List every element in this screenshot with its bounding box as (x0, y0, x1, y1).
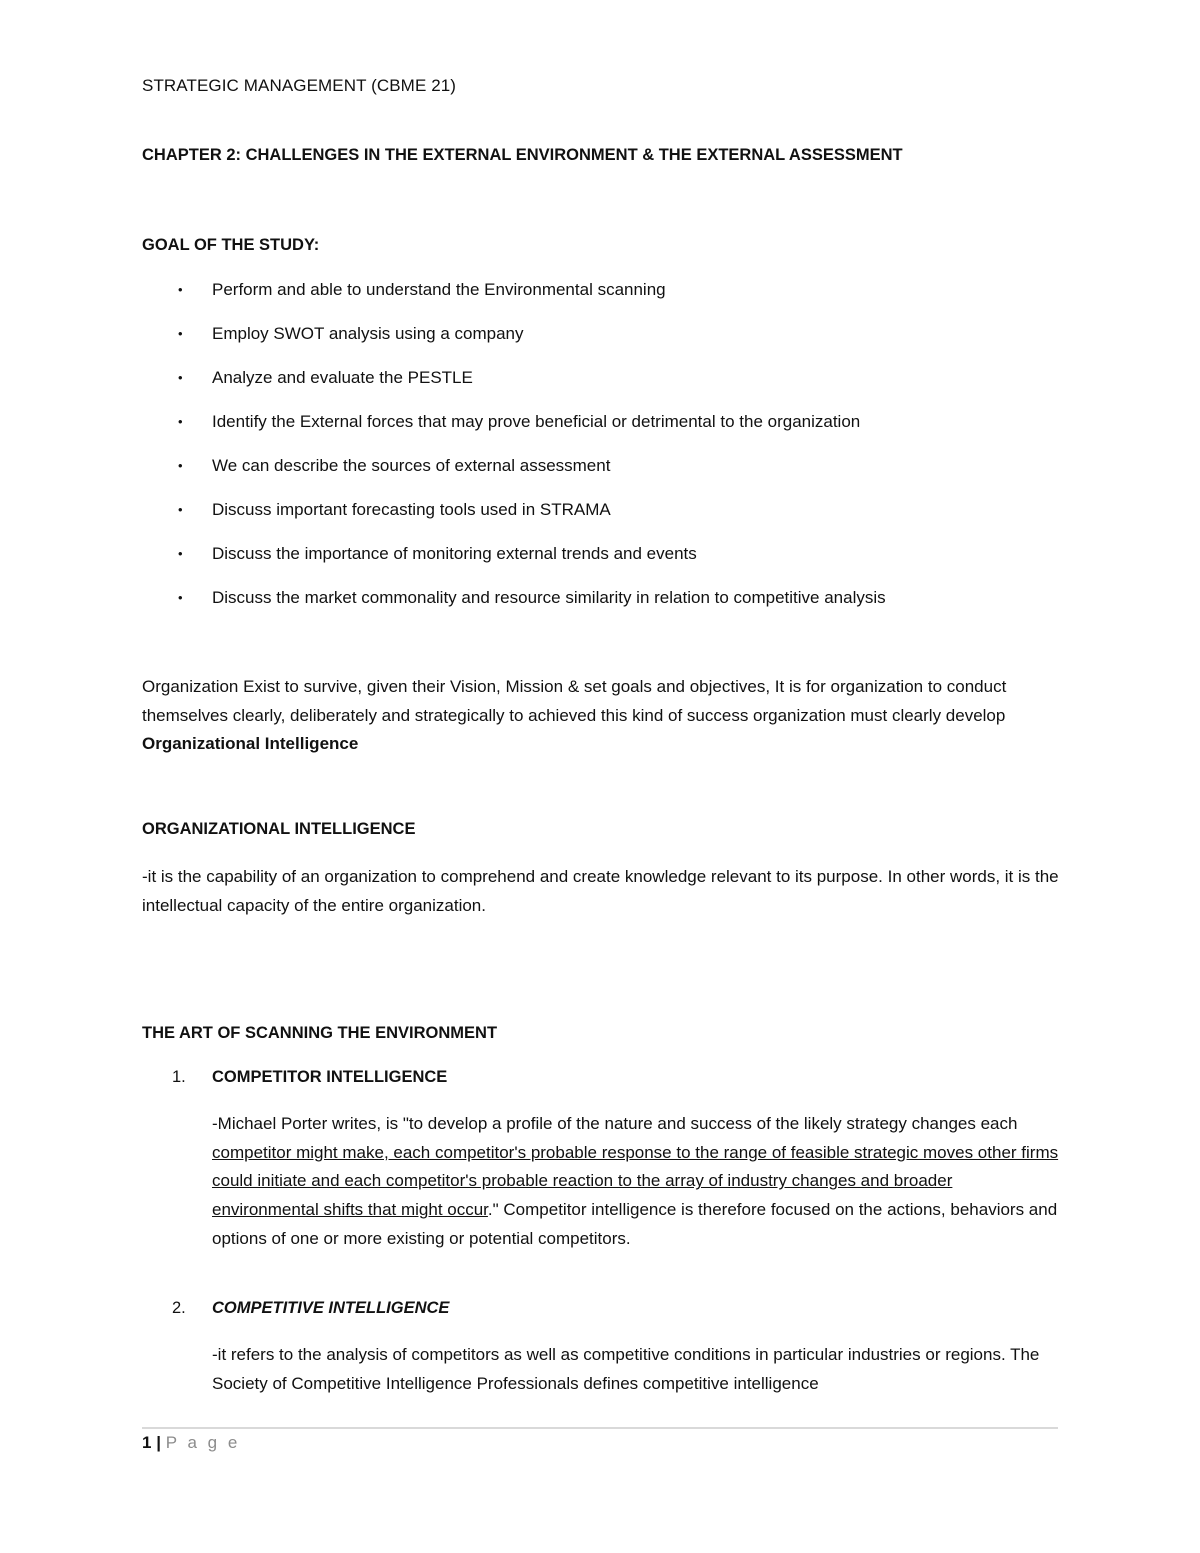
chapter-title: CHAPTER 2: CHALLENGES IN THE EXTERNAL ENVIRONMENT & THE EXTERNAL ASSESSMENT (142, 146, 903, 164)
bullet-icon: • (178, 502, 183, 517)
bullet-icon: • (178, 282, 183, 297)
list-item: • Analyze and evaluate the PESTLE (178, 368, 473, 387)
document-header: STRATEGIC MANAGEMENT (CBME 21) (142, 76, 457, 95)
goal-list (142, 279, 1092, 631)
intro-paragraph: Organization Exist to survive, given their Vision, Mission & set goals and objectives, It is for organization to conduct themselves clearly, deliberately and strategically to achieved this kind of success organization must clearly develop Organizational Intelligence (142, 677, 1007, 753)
goal-heading: GOAL OF THE STUDY: (142, 236, 320, 254)
bullet-icon: • (178, 590, 183, 605)
list-item: • Discuss the importance of monitoring external trends and events (178, 544, 697, 563)
item-number: 2. (172, 1299, 186, 1317)
list-item: • Discuss the market commonality and resource similarity in relation to competitive analysis (178, 588, 886, 607)
page-footer (142, 1433, 240, 1453)
intro-bold-term: Organizational Intelligence (142, 734, 359, 753)
art-heading: THE ART OF SCANNING THE ENVIRONMENT (142, 1024, 498, 1042)
competitive-intel-title: COMPETITIVE INTELLIGENCE (212, 1299, 450, 1317)
list-item: • We can describe the sources of external assessment (178, 456, 611, 475)
footer-separator: | (156, 1433, 161, 1452)
bullet-icon: • (178, 370, 183, 385)
bullet-icon: • (178, 458, 183, 473)
list-item: • Employ SWOT analysis using a company (178, 324, 524, 343)
competitor-intel-title: COMPETITOR INTELLIGENCE (212, 1068, 448, 1086)
page-number: 1 (142, 1433, 152, 1452)
footer-divider (142, 1427, 1058, 1429)
item-number: 1. (172, 1068, 186, 1086)
list-item: • Identify the External forces that may prove beneficial or detrimental to the organization (178, 412, 861, 431)
competitive-intel-paragraph: -it refers to the analysis of competitors as well as competitive conditions in particular industries or regions. The Society of Competitive Intelligence Professionals defines competitive intelligence (212, 1345, 1040, 1393)
bullet-icon: • (178, 414, 183, 429)
page-label: P a g e (165, 1433, 241, 1452)
bullet-icon: • (178, 326, 183, 341)
bullet-icon: • (178, 546, 183, 561)
competitor-intel-paragraph: -Michael Porter writes, is "to develop a profile of the nature and success of the likely strategy changes each competitor might make, each competitor's probable response to the range of feasible strategic moves other firms could initiate and each competitor's probable reaction to the array of industry changes and broader environmental shifts that might occur." Competitor intelligence is therefore focused on the actions, behaviors and options of one or more existing or potential competitors. (212, 1114, 1059, 1248)
list-item: • Perform and able to understand the Environmental scanning (178, 280, 666, 299)
list-item: • Discuss important forecasting tools used in STRAMA (178, 500, 611, 519)
org-intel-heading: ORGANIZATIONAL INTELLIGENCE (142, 820, 416, 838)
org-intel-paragraph: -it is the capability of an organization to comprehend and create knowledge relevant to its purpose. In other words, it is the intellectual capacity of the entire organization. (142, 867, 1059, 915)
underlined-quote: competitor might make, each competitor's probable response to the range of feasible strategic moves other firms could initiate and each competitor's probable reaction to the array of industry changes and broader environmental shifts that might occur (212, 1142, 1059, 1220)
